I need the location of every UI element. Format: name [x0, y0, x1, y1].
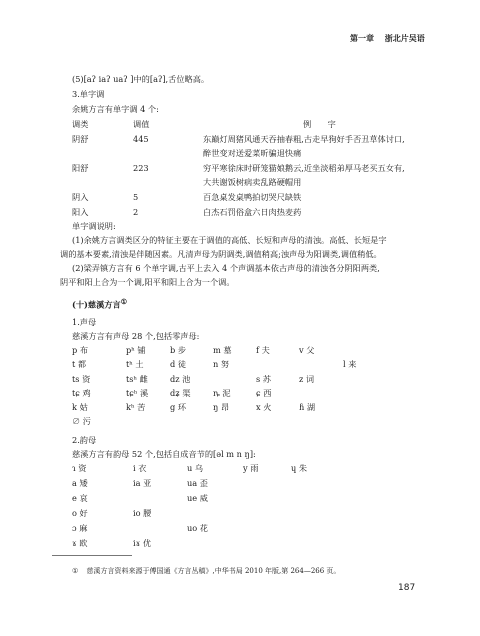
initial-cell: ∅ 污 [72, 416, 91, 426]
initial-cell: ɕ 西 [256, 388, 272, 398]
final-cell: y 雨 [243, 463, 259, 473]
table-cell-examples: 东巅灯周猪风通天吞抽春粗,古走早狗好手否丑草体讨口, [203, 134, 405, 144]
final-cell: o 好 [72, 508, 88, 518]
initial-cell: pʰ 铺 [126, 345, 146, 355]
notes-title: 单字调说明: [72, 221, 116, 231]
initial-cell: m 墓 [213, 345, 232, 355]
table-cell-value: 2 [133, 207, 139, 217]
notes-line: (1)余姚方言调类区分的特征主要在于调值的高低、长短和声母的清浊。高低、长短是字 [72, 235, 387, 245]
initial-cell: tsʰ 雌 [126, 374, 148, 384]
initial-cell: p 布 [72, 345, 89, 355]
footnote-divider [52, 555, 132, 556]
table-cell-examples: 大共谢饭树病卖乱路硬帽用 [203, 177, 302, 187]
initial-cell: tʰ 土 [126, 359, 144, 369]
table-cell-examples: 穷平寒徐床时研笼猫娘鹅云,近坐淡稻弟厚马老买五女有, [203, 163, 405, 173]
initial-cell: dz 池 [170, 374, 191, 384]
table-cell-value: 5 [133, 192, 139, 202]
footnote-mark: ① [72, 567, 79, 575]
text-line: 余姚方言有单字调 4 个: [72, 104, 159, 114]
initial-cell: dʑ 渠 [170, 388, 191, 398]
initial-cell: k 姑 [72, 402, 88, 412]
footnote-text: 慈溪方言资料来源于傅国通《方言丛稿》,中华书局 2010 年版,第 264—266 页。 [86, 567, 341, 575]
final-cell: i 衣 [133, 463, 147, 473]
table-cell-class: 阳舒 [72, 163, 89, 173]
final-cell: uo 花 [187, 523, 208, 533]
final-cell: iɤ 优 [133, 538, 152, 548]
subsection-title: 1.声母 [72, 317, 97, 327]
chapter-title: 浙北片吴语 [384, 34, 425, 43]
subsection-title: 3.单字调 [72, 89, 105, 99]
final-cell: ɥ 朱 [291, 463, 308, 473]
text-line: (5)[aʔ iaʔ uaʔ ]中的[aʔ],舌位略高。 [72, 74, 210, 84]
final-cell: ue 威 [187, 493, 208, 503]
table-cell-class: 阴舒 [72, 134, 89, 144]
initial-cell: s 苏 [256, 374, 271, 384]
footnote-ref: ① [120, 297, 127, 306]
initial-cell: ts 资 [72, 374, 91, 384]
text-line: 慈溪方言有声母 28 个,包括零声母: [72, 331, 200, 341]
table-cell-examples: 百急桌发桌鸭拍切哭尺缺铁 [203, 192, 302, 202]
initial-cell: b 步 [170, 345, 187, 355]
initial-cell: v 父 [299, 345, 315, 355]
table-cell-value: 223 [133, 163, 149, 173]
chapter-label: 第一章 [350, 34, 374, 43]
notes-line: 阴平和阳上合为一个调,阳平和阳上合为一个调。 [60, 277, 235, 287]
initial-cell: f 夫 [256, 345, 270, 355]
initial-cell: kʰ 苦 [126, 402, 146, 412]
final-cell: io 腰 [133, 508, 152, 518]
table-header-class: 调类 [72, 119, 89, 129]
initial-cell: n 努 [213, 359, 230, 369]
initial-cell: ɦ 湖 [299, 402, 316, 412]
initial-cell: t 都 [72, 359, 87, 369]
final-cell: e 哀 [72, 493, 88, 503]
initial-cell: d 徒 [170, 359, 187, 369]
text-line: 慈溪方言有韵母 52 个,包括自成音节的[əl m n ŋ]: [72, 449, 256, 459]
final-cell: ɿ 资 [72, 463, 87, 473]
initial-cell: tɕ 鸡 [72, 388, 91, 398]
table-cell-class: 阳入 [72, 207, 89, 217]
initial-cell: l 来 [343, 359, 357, 369]
initial-cell: g 环 [170, 402, 187, 412]
table-cell-examples: 醉世变对送爱菜昕骗退快痛 [203, 148, 302, 158]
notes-line: (2)梁弄镇方言有 6 个单字调,古平上去入 4 个声调基本依古声母的清浊各分阴阳两类, [72, 263, 380, 273]
final-cell: u 乌 [187, 463, 204, 473]
final-cell: ɔ 麻 [72, 523, 88, 533]
subsection-title: 2.韵母 [72, 435, 97, 445]
notes-line: 调的基本要素,清浊是伴随因素。凡清声母为阴调类,调值稍高;浊声母为阳调类,调值稍低。 [60, 249, 382, 259]
table-header-examples: 例 字 [303, 119, 336, 129]
final-cell: a 矮 [72, 478, 88, 488]
table-cell-examples: 白杰石罚俗盒六日肉热麦药 [203, 207, 302, 217]
final-cell: ɤ 欧 [72, 538, 88, 548]
table-cell-class: 阴入 [72, 192, 89, 202]
table-header-value: 调值 [133, 119, 150, 129]
final-cell: ia 亚 [133, 478, 152, 488]
initial-cell: x 火 [256, 402, 272, 412]
page-number: 187 [398, 583, 416, 593]
initial-cell: ȵ 泥 [213, 388, 231, 398]
initial-cell: tɕʰ 溪 [126, 388, 149, 398]
initial-cell: ŋ 昂 [213, 402, 230, 412]
section-heading: (十)慈溪方言 [72, 299, 121, 310]
initial-cell: z 词 [299, 374, 315, 384]
table-cell-value: 445 [133, 134, 149, 144]
final-cell: ua 歪 [187, 478, 208, 488]
